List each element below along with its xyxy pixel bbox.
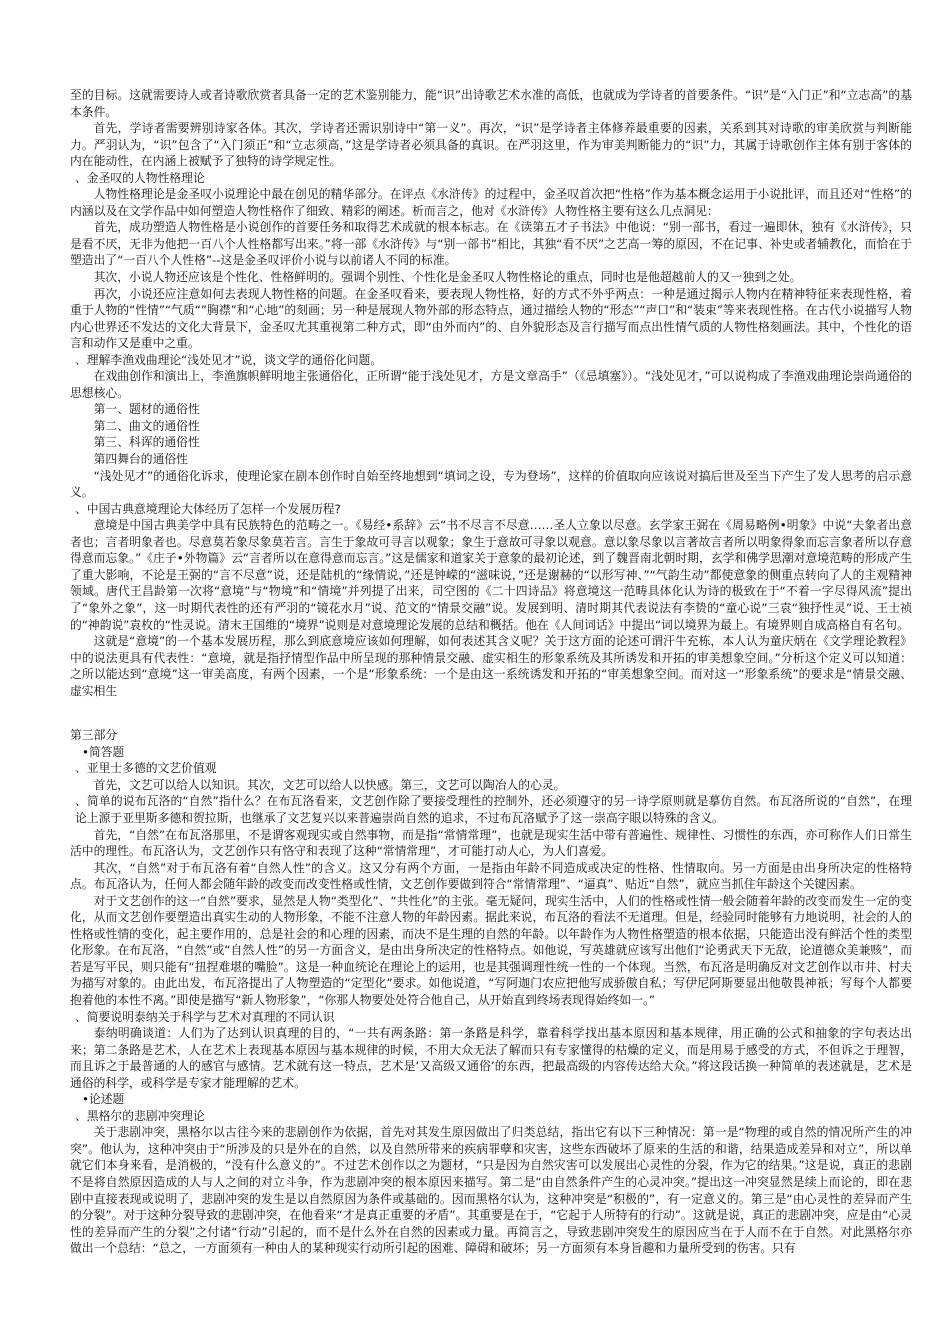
list-label: 第一、题材的通俗性	[93, 402, 200, 417]
paragraph: 这就是“意境”的一个基本发展历程，那么到底意境应该如何理解，如何表述其含义呢？关于这方面的论述可谓汗牛充栋，本人认为童庆炳在《文学理论教程》中的说法更具有代表性：“意境，就是指抒情型作品中所呈现的那种情景交融、虚实相生的形象系统及其所诱发和开拓的审美想象空间。”分析这个定义可以知道：之所以能达到“意境”这一审美高度，有两个因素，一个是“形象系统：一个是由这一系统诱发和开拓的“审美想象空间。而对这一“形象系统”的要求是“情景交融、虚实相生	[70, 634, 912, 698]
list-label: 第四舞台的通俗性	[93, 452, 188, 467]
paragraph: 意境是中国古典美学中具有民族特色的范畴之一。《易经•系辞》云“书不尽言不尽意……圣人立象以尽意。玄学家王弼在《周易略例•明象》中说“夫象者出意者也；言者明象者也。尽意莫若象尽象莫若言。言生于象故可寻言以观象；象生于意故可寻象以观意。意以象尽象以言著故言者所以明象得象而忘言象者所以存意得意而忘象。”《庄子•外物篇》云“言者所以在意得意而忘言。”这是儒家和道家关于意象的最初论述，到了魏晋南北朝时期，玄学和佛学思潮对意境范畴的形成产生了重大影响，不论是王弼的“言不尽意”说，还是陆机的“缘情说，”还是钟嵘的“滋味说，”还是谢赫的“以形写神、”“气韵生动”都使意象的侧重点转向了人的主观精神领域。唐代王昌龄第一次将“意境”与“物境”和“情境”并列提了出来，司空图的《二十四诗品》将意境这一范畴具体化认为诗的极致在于“不着一字尽得风流”提出了“象外之象”，这一时期代表性的还有严羽的“镜花水月”说、范文的“情景交融”说。发展到明、清时期其代表说法有李贽的“童心说”三袁“独抒性灵”说、王士祯的“神韵说”袁枚的“性灵说。清末王国维的“境界”说则是对意境理论发展的总结和概括。他在《人间词话》中提出“词以境界为最上。有境界则自成高格自有名句。	[70, 518, 912, 632]
part-title: 第三部分	[70, 728, 118, 743]
paragraph: 泰纳明确谈道：人们为了达到认识真理的目的，“一共有两条路：第一条路是科学，靠着科学找出基本原因和基本规律，用正确的公式和抽象的字句表达出来；第二条路是艺术，人在艺术上表现基本原因与基本规律的时候，不用大众无法了解而只有专家懂得的枯燥的定义，而是用易于感受的方式，不但诉之于理智，而且诉之于最普通的人的感官与感情。艺术就有这一特点，艺术是‘又高级又通俗’的东西，把最高级的内容传达给大众。”将这段话换一种简单的表述就是，艺术是通俗的科学，或科学是专家才能理解的艺术。	[70, 1026, 912, 1090]
list-label: •简答题	[82, 744, 125, 759]
paragraph: 关于悲剧冲突，黑格尔以古往今来的悲剧创作为依据，首先对其发生原因做出了归类总结，指出它有以下三种情况：第一是“物理的或自然的情况所产生的冲突”。他认为，这种冲突由于“所涉及的只是外在的自然，以及自然所带来的疾病罪孽和灾害，这些东西破坏了原来的生活的和谐，结果造成差异和对立”，所以单就它们本身来看，是消极的，“没有什么意义的”。不过艺术创作以之为题材，“只是因为自然灾害可以发展出心灵性的分裂，作为它的结果。”这是说，真正的悲剧不是将自然原因造成的人与人之间的对立斗争，作为悲剧冲突的根本原因来描写。第二是“由自然条件产生的心灵冲突。”提出这一冲突显然是续上而论的，即在悲剧中直接表现或说明了，悲剧冲突的发生是以自然原因为条件或基础的。因而黑格尔认为，这种冲突是“积极的”，有一定意义的。第三是“由心灵性的差异而产生的分裂”。对于这种分裂导致的悲剧冲突，在他看来“才是真正重要的矛盾”。其重要是在于，“它起于人所特有的行动”。这就是说，真正的悲剧冲突，应是由“心灵性的差异而产生的分裂”之付诸“行动”引起的，而不是什么外在自然的因素或力量。再简言之，导致悲剧冲突发生的原因应当在于人而不在于自然。对此黑格尔亦做出一个总结：“总之，一方面须有一种由人的某种现实行动所引起的困难、障碍和破坏；另一方面须有本身旨趣和力量所受到的伤害。只有	[70, 1125, 912, 1256]
paragraph: 首先，“自然”在布瓦洛那里，不是谓客观现实或自然事物，而是指“常情常理”，也就是现实生活中带有普遍性、规律性、习惯性的东西，亦可称作人们日常生活中的理性。布瓦洛认为，文艺创作只有恪守和表现了这种“常情常理”，才可能打动人心，为人们喜爱。	[70, 827, 912, 859]
list-label: 第二、曲文的通俗性	[93, 418, 200, 433]
paragraph: 首先，学诗者需要辨别诗家各体。其次，学诗者还需识别诗中“第一义”。再次，“识”是学诗者主体修养最重要的因素，关系到其对诗歌的审美欣赏与判断能力。严羽认为，“识”包含了“入门须正”和“立志须高，”这是学诗者必须具备的真识。在严羽这里，作为审美判断能力的“识”力，其属于诗歌创作主体有别于客体的内在能动性，在内涵上被赋予了独特的诗学规定性。	[70, 121, 912, 169]
paragraph: “浅处见才”的通俗化诉求，使理论家在剧本创作时自始至终地想到“填词之设，专为登场”，这样的价值取向应该说对搞后世及至当下产生了发人思考的启示意义。	[70, 468, 912, 500]
paragraph: 其次，“自然”对于布瓦洛有着“自然人性”的含义。这又分有两个方面，一是指由年龄不同造成或决定的性格、性情取向。另一方面是由出身所决定的性格特点。布瓦洛认为，任何人都会随年龄的改变而改变性格或性情，文艺创作要做到符合“常情常理”、“逼真”、贴近“自然”，就应当抓住年龄这个关键因素。	[70, 860, 912, 892]
list-label: •论述题	[82, 1092, 125, 1107]
paragraph: 其次，小说人物还应该是个性化、性格鲜明的。强调个别性、个性化是金圣叹人物性格论的重点，同时也是他超越前人的又一独到之处。	[93, 270, 802, 285]
paragraph: 在戏曲创作和演出上，李渔旗帜鲜明地主张通俗化，正所谓“能于浅处见才，方是文章高手”（《忌填塞》）。“浅处见才，”可以说构成了李渔戏曲理论崇尚通俗的思想核心。	[70, 369, 912, 400]
document-body	[70, 87, 912, 1257]
section-heading: 、简要说明泰纳关于科学与艺术对真理的不同认识	[75, 1009, 335, 1024]
paragraph: 人物性格理论是金圣叹小说理论中最在创见的精华部分。在评点《水浒传》的过程中，金圣叹首次把“性格”作为基本概念运用于小说批评，而且还对“性格”的内涵以及在文学作品中如何塑造人物性格作了细致、精彩的阐述。析而言之，他对《水浒传》人物性格主要有这么几点洞见：	[70, 187, 912, 218]
paragraph: 再次，小说还应注意如何去表现人物性格的问题。在金圣叹看来，要表现人物性格，好的方式不外乎两点：一种是通过揭示人物内在精神特征来表现性格，着重于人物的“性情”“气质“”胸襟”和“心地”的刻画；另一种是展现人物外部的形态特点，通过描绘人物的“形态”“声口”和“装束”等来表现性格。在古代小说描写人物内心世界还不发达的文化大背景下，金圣叹尤其重视第二种方式，即“由外而内”的、自外貌形态及言行描写而点出性情气质的人物性格刻画法。其中，个性化的语言和动作又是重中之重。	[70, 286, 912, 351]
paragraph: 首先，成功塑造人物性格是小说创作的首要任务和取得艺术成就的根本标志。在《读第五才子书法》中他说：“别一部书，看过一遍即休，独有《水浒传》，只是看不厌，无非为他把一百八个人性格都写出来。”将一部《水浒传》与“别一部书”相比，其独“看不厌”之艺高一筹的原因，不在记事、补史或者辅教化，而恰在于塑造出了“一百八个人性格”--这是金圣叹评价小说与以前诸人不同的标准。	[70, 220, 912, 268]
section-heading: 、金圣叹的人物性格理论	[75, 170, 205, 185]
paragraph: 首先，文艺可以给人以知识。其次，文艺可以给人以快感。第三，文艺可以陶冶人的心灵。	[93, 777, 566, 792]
section-heading: 、亚里士多德的文艺价值观	[75, 761, 217, 776]
section-heading: 、理解李渔戏曲理论“浅处见才”说，谈文学的通俗化问题。	[75, 352, 383, 367]
paragraph: 对于文艺创作的这一“自然”要求，显然是人物“类型化”、“共性化”的主张。毫无疑问，现实生活中，人们的性格或性情一般会随着年龄的改变而发生一定的变化，从而文艺创作要塑造出真实生动的人物形象，不能不注意人物的年龄因素。据此来说，布瓦洛的看法不无道理。但是，经验同时能够有力地说明，社会的人的性格或性情的变化，起主要作用的，总是社会的和心理的因素，而决不是生理的自然的年龄。以年龄作为人物性格塑造的根本依据，只能造出没有鲜活个性的类型化形象。在布瓦洛，“自然”或“自然人性”的另一方面含义，是由出身所决定的性格特点。如他说，写英雄就应该写出他们“论勇武天下无敌，论道德众美兼赅”，而若是写平民，则只能有“扭捏难堪的嘴脸”。这是一种血统论在理论上的运用，也是其强调理性统一性的一个体现。当然，布瓦洛是明确反对文艺创作以市井、村夫为描写对象的。由此出发，布瓦洛提出了人物塑造的“定型化”要求。如他说道，“写阿迦门农应把他写成骄傲自私；写伊尼阿斯要显出他敬畏神祇；写每个人都要抱着他的本性不离。”即使是描写“新人物形象”，“你那人物要处处符合他自己，从开始直到终场表现得始终如一。”	[70, 893, 912, 1007]
paragraph: 、简单的说布瓦洛的“自然”指什么？在布瓦洛看来，文艺创作除了要接受理性的控制外，还必须遵守的另一诗学原则就是摹仿自然。布瓦洛所说的“自然”，在理论上源于亚里斯多德和贺拉斯，也继承了文艺复兴以来普遍崇尚自然的追求，不过布瓦洛赋予了这一崇高字眼以特殊的含义。	[75, 794, 912, 825]
section-heading: 、黑格尔的悲剧冲突理论	[75, 1108, 205, 1123]
paragraph: 至的目标。这就需要诗人或者诗歌欣赏者具备一定的艺术鉴别能力，能“识”出诗歌艺术水准的高低，也就成为学诗者的首要条件。“识”是“入门正”和“立志高”的基本条件。	[70, 88, 912, 119]
section-heading: 、中国古典意境理论大体经历了怎样一个发展历程?	[75, 501, 341, 516]
list-label: 第三、科诨的通俗性	[93, 435, 200, 450]
